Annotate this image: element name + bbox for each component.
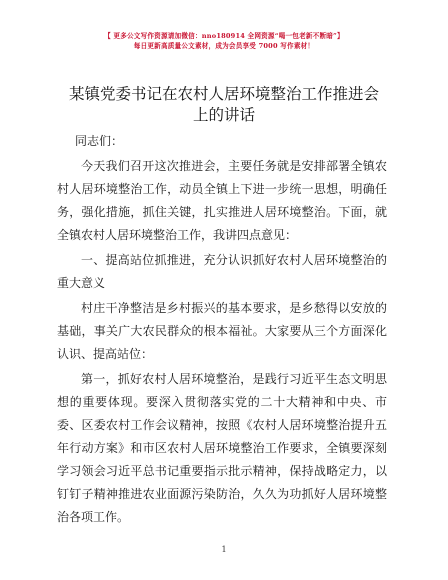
promo-banner — [0, 31, 448, 51]
promo-banner-line-1: 【 更多公文写作资源请加微信：nno180914 全网资源“喝一包老新不断暗”】 — [104, 32, 344, 40]
document-title-line-1: 某镇党委书记在农村人居环境整治工作推进会 — [68, 85, 379, 103]
paragraph-point-1: 第一，抓好农村人居环境整治，是践行习近平生态文明思想的重要体现。要深入贯彻落实党的二十大精神和中央、市委、区委农村工作会议精神，按照《农村人居环境整治提升五年行动方案》和市区农村人居环境整治工作要求，全镇要深刻学习领会习近平总书记重要指示批示精神，保持战略定力，以钉钉子精神推进农业面源污染防治，久久为功抓好人居环境整治各项工作。 — [57, 372, 387, 524]
paragraph-intro: 今天我们召开这次推进会，主要任务就是安排部署全镇农村人居环境整治工作，动员全镇上下进一步统一思想，明确任务，强化措施，抓住关键，扎实推进人居环境整治。下面，就全镇农村人居环境整治工作，我讲四点意见： — [57, 159, 387, 242]
document-title — [30, 84, 418, 126]
salutation: 同志们： — [75, 134, 124, 148]
document-title-line-2: 上的讲话 — [192, 106, 255, 124]
promo-banner-line-2: 每日更新高质量公文素材，成为会员享受 7000 写作素材！ — [133, 42, 315, 50]
paragraph-section-1: 村庄干净整洁是乡村振兴的基本要求，是乡愁得以安放的基础，事关广大农民群众的根本福祉。大家要从三个方面深化认识、提高站位： — [57, 301, 387, 361]
document-body — [57, 130, 387, 529]
page-number: 1 — [221, 545, 227, 554]
section-heading-1: 一、提高站位抓推进，充分认识抓好农村人居环境整治的重大意义 — [57, 253, 387, 290]
